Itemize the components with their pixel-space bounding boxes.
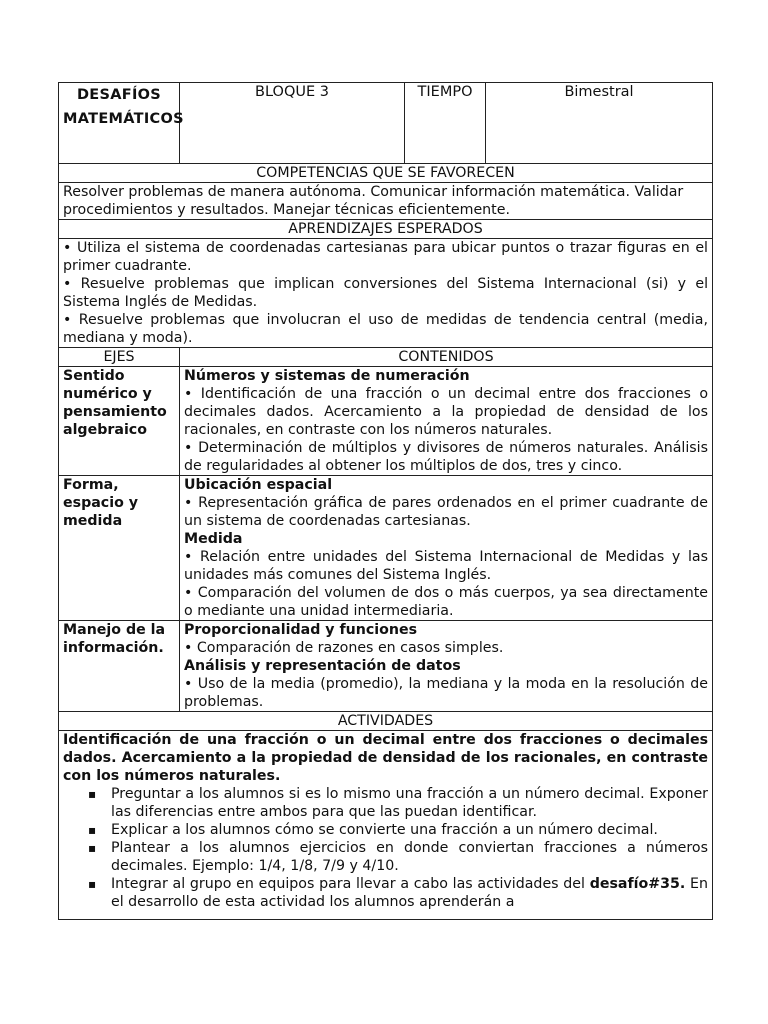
competencias-heading: COMPETENCIAS QUE SE FAVORECEN [59,164,713,183]
contenido-title: Medida [184,531,243,547]
contenido-item: • Comparación de razones en casos simples. [184,640,504,656]
aprendizaje-item: • Utiliza el sistema de coordenadas cartesianas para ubicar puntos o trazar figuras en el primer cuadrante. [63,240,709,274]
list-item: ▪ Explicar a los alumnos cómo se convierte una fracción a un número decimal. [111,821,708,839]
contenido-item: • Representación gráfica de pares ordenados en el primer cuadrante de un sistema de coordenadas cartesianas. [184,495,709,529]
contenidos-cell [180,367,713,476]
bloque-label: BLOQUE 3 [180,83,405,164]
actividades-heading: ACTIVIDADES [59,712,713,731]
header-row [59,83,713,164]
actividades-list [63,785,708,911]
document-title: DESAFÍOS MATEMÁTICOS [59,83,180,164]
contenidos-heading: CONTENIDOS [180,348,713,367]
contenidos-cell [180,621,713,712]
contenido-title: Proporcionalidad y funciones [184,622,418,638]
desafio-reference: desafío#35. [589,876,686,892]
eje-label: Sentido numérico y pensamiento algebraico [59,367,180,476]
list-item: ▪ Plantear a los alumnos ejercicios en donde conviertan fracciones a números decimales. Ejemplo: 1/4, 1/8, 7/9 y 4/10. [111,839,708,875]
eje-label: Forma, espacio y medida [59,476,180,621]
list-item-text: Integrar al grupo en equipos para llevar a cabo las actividades del [111,876,585,892]
contenido-item: • Relación entre unidades del Sistema Internacional de Medidas y las unidades más comunes del Sistema Inglés. [184,549,709,583]
aprendizajes-list [59,239,713,348]
actividades-intro: Identificación de una fracción o un decimal entre dos fracciones o decimales dados. Acercamiento a la propiedad de densidad de los racionales, en contraste con los números naturales. [63,732,709,784]
table-row [59,476,713,621]
table-row [59,621,713,712]
aprendizaje-item: • Resuelve problemas que implican conversiones del Sistema Internacional (si) y el Sistema Inglés de Medidas. [63,276,709,310]
actividades-content [59,731,712,919]
eje-label: Manejo de la información. [59,621,180,712]
contenido-item: • Determinación de múltiplos y divisores de números naturales. Análisis de regularidades al obtener los múltiplos de dos, tres y cinco. [184,440,709,474]
contenido-item: • Identificación de una fracción o un decimal entre dos fracciones o decimales dados. Acercamiento a la propiedad de densidad de los racionales, en contraste con los números naturales. [184,386,709,438]
contenido-title: Números y sistemas de numeración [184,368,470,384]
ejes-heading: EJES [59,348,180,367]
contenidos-cell [180,476,713,621]
list-item [111,875,708,911]
table-row [59,367,713,476]
tiempo-label: TIEMPO [405,83,486,164]
contenido-item: • Uso de la media (promedio), la mediana y la moda en la resolución de problemas. [184,676,709,710]
list-item-text: En el desarrollo de esta actividad los alumnos aprenderán a [111,876,709,910]
planning-table [58,82,713,920]
actividades-cell [59,731,713,920]
contenido-title: Ubicación espacial [184,477,333,493]
aprendizaje-item: • Resuelve problemas que involucran el uso de medidas de tendencia central (media, mediana y moda). [63,312,709,346]
tiempo-value: Bimestral [486,83,713,164]
contenido-title: Análisis y representación de datos [184,658,461,674]
contenido-item: • Comparación del volumen de dos o más cuerpos, ya sea directamente o mediante una unidad intermediaria. [184,585,709,619]
aprendizajes-heading: APRENDIZAJES ESPERADOS [59,220,713,239]
list-item: ▪ Preguntar a los alumnos si es lo mismo una fracción a un número decimal. Exponer las diferencias entre ambos para que las puedan identificar. [111,785,708,821]
competencias-text: Resolver problemas de manera autónoma. Comunicar información matemática. Validar procedimientos y resultados. Manejar técnicas eficientemente. [59,183,713,220]
